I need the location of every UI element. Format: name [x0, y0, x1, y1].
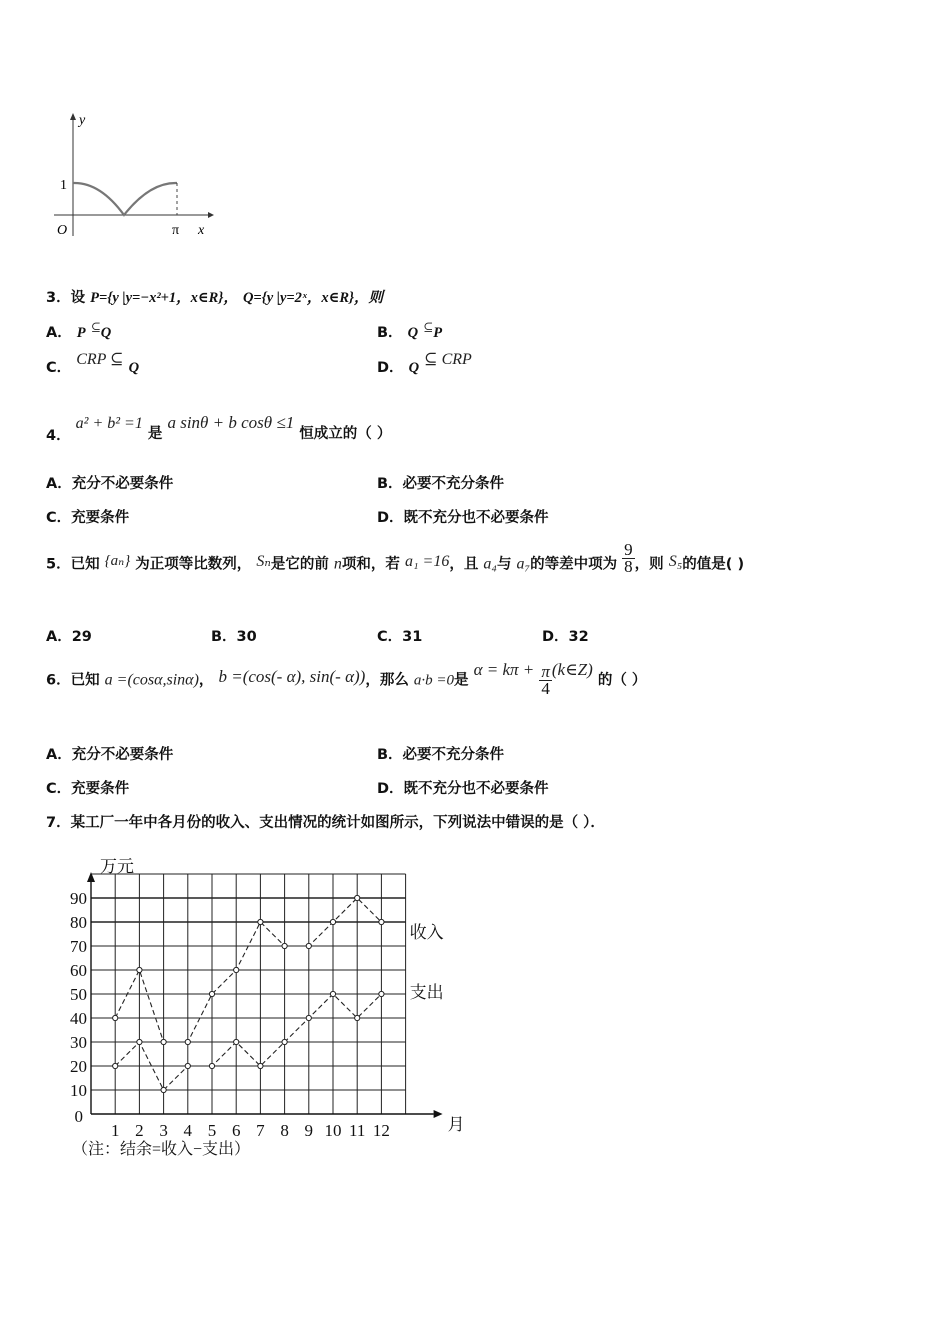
data-point	[185, 1063, 190, 1068]
subset-symbol: ⊆	[90, 320, 101, 334]
x-tick-label: 2	[135, 1121, 144, 1140]
question-6	[46, 659, 647, 698]
q4-condition-1: a² + b² =1	[75, 415, 143, 432]
y-axis-title: 万元	[100, 857, 134, 876]
q5-text: 项和，若	[341, 556, 400, 573]
x-tick-label: 6	[231, 1121, 241, 1140]
q3-number: 3．	[46, 290, 71, 306]
option-math: Q	[407, 324, 419, 341]
y-tick-label: 80	[70, 913, 87, 932]
x-axis-label: x	[198, 223, 205, 238]
q6-dot-product: a·b =0	[413, 672, 455, 689]
chart-note: （注：结余=收入−支出）	[72, 1141, 251, 1158]
x-tick-label: 5	[207, 1121, 217, 1140]
q5-text: 与	[496, 556, 512, 573]
q6-text: ，那么	[365, 672, 409, 689]
data-point	[258, 1063, 263, 1068]
option-math: Q	[408, 360, 420, 376]
data-point	[355, 895, 360, 900]
q5-sn: Sₙ	[256, 552, 271, 570]
q6-option-c[interactable]: C．充要条件	[46, 781, 130, 797]
option-math: CRP ⊆	[76, 351, 124, 368]
x-tick-label: 9	[304, 1121, 314, 1140]
y-tick-label: 30	[70, 1033, 87, 1052]
data-point	[185, 1039, 190, 1044]
q5-option-c[interactable]: C．31	[377, 629, 423, 645]
x-tick-label: 3	[159, 1121, 168, 1140]
q5-option-d[interactable]: D．32	[542, 629, 589, 645]
data-point	[379, 991, 384, 996]
data-point	[209, 991, 214, 996]
q5-text: 已知	[70, 556, 100, 573]
x-axis-title: 月	[447, 1115, 465, 1134]
q5-text: ，则	[634, 556, 664, 573]
fraction-denominator: 4	[541, 679, 550, 698]
option-math: P	[76, 324, 86, 341]
y-axis-label: y	[79, 113, 86, 128]
data-point	[258, 919, 263, 924]
data-point	[330, 919, 335, 924]
q4-connector: 是	[147, 426, 163, 442]
q4-condition-2: a sinθ + b cosθ ≤1	[167, 413, 295, 432]
y-tick-label: 50	[70, 985, 87, 1004]
q5-text: ，且	[449, 556, 479, 573]
fraction-numerator: π	[541, 662, 550, 681]
q5-option-b[interactable]: B．30	[211, 629, 257, 645]
q3-set-q: Q={y |y=2ˣ，x∈R}，则	[242, 290, 384, 306]
q6-text: 的（ ）	[597, 672, 647, 689]
q6-condition: α = kπ +	[473, 659, 535, 679]
origin-label: 0	[74, 1107, 83, 1126]
q3-prefix: 设	[70, 290, 86, 306]
option-math: ⊆ CRP	[424, 351, 472, 368]
data-point	[282, 1039, 287, 1044]
option-math: Q	[100, 324, 112, 341]
option-math: P	[433, 324, 443, 341]
q4-option-a[interactable]: A．充分不必要条件	[46, 476, 174, 492]
data-point	[379, 919, 384, 924]
y-tick-label: 70	[70, 937, 87, 956]
q5-number: 5．	[46, 556, 71, 573]
q5-sequence: {aₙ}	[104, 552, 131, 569]
data-point	[330, 991, 335, 996]
x-tick-label: 10	[324, 1121, 342, 1140]
x-tick-label: 12	[372, 1121, 390, 1140]
data-point	[113, 1063, 118, 1068]
q3-option-c[interactable]	[46, 351, 140, 377]
x-tick-label: 1	[110, 1121, 120, 1140]
function-graph	[40, 108, 230, 243]
series-label: 支出	[409, 983, 444, 1002]
x-tick-label: 11	[349, 1121, 366, 1140]
q6-fraction	[539, 664, 552, 697]
q6-option-b[interactable]: B．必要不充分条件	[377, 747, 505, 763]
q5-n: n	[333, 555, 342, 573]
q6-vector-a: a =(cosα,sinα)	[104, 671, 199, 689]
q7-text: 某工厂一年中各月份的收入、支出情况的统计如图所示，下列说法中错误的是（ ）．	[70, 815, 605, 831]
q4-option-d[interactable]: D．既不充分也不必要条件	[377, 510, 549, 526]
x-axis-arrow	[434, 1110, 443, 1118]
q5-text: 的值是( )	[682, 556, 745, 573]
chart-grid	[91, 874, 406, 1114]
data-point	[282, 943, 287, 948]
x-tick-label: 4	[183, 1121, 193, 1140]
q4-suffix: 恒成立的（ ）	[299, 426, 392, 442]
q5-a4: a₄	[483, 555, 497, 573]
subset-symbol: ⊆	[423, 320, 434, 334]
data-point	[355, 1015, 360, 1020]
q5-a1: a₁ =16	[404, 552, 450, 570]
y-tick-label: 40	[70, 1009, 87, 1028]
q3-set-p: P={y |y=−x²+1，x∈R}，	[90, 290, 238, 306]
q6-text: ，	[198, 672, 214, 689]
q3-option-a[interactable]	[46, 320, 111, 342]
origin-label: O	[57, 223, 68, 238]
data-point	[306, 1015, 311, 1020]
data-point	[306, 943, 311, 948]
q4-option-b[interactable]: B．必要不充分条件	[377, 476, 505, 492]
q6-vector-b: b =(cos(- α), sin(- α))	[218, 666, 366, 686]
y-tick-label: 60	[70, 961, 87, 980]
q6-number: 6．	[46, 672, 71, 689]
question-3	[46, 286, 383, 307]
q3-option-b[interactable]	[377, 320, 442, 342]
q5-option-a[interactable]: A．29	[46, 629, 92, 645]
q6-condition: (k∈Z)	[551, 659, 593, 679]
question-4	[46, 412, 392, 444]
q5-fraction	[622, 542, 635, 575]
x-tick-label: 8	[280, 1121, 289, 1140]
data-point	[113, 1015, 118, 1020]
option-math: Q	[128, 360, 140, 376]
income-expense-chart	[60, 850, 465, 1170]
data-point	[137, 967, 142, 972]
q5-s5: S₅	[668, 552, 683, 570]
option-label: D．	[377, 360, 404, 376]
q6-text: 已知	[70, 672, 100, 689]
data-point	[234, 967, 239, 972]
q5-text: 为正项等比数列，	[135, 556, 252, 573]
x-tick-label: 7	[256, 1121, 265, 1140]
x-tick-pi: π	[172, 223, 180, 238]
y-tick-label: 20	[70, 1057, 87, 1076]
q5-a7: a₇	[516, 555, 531, 573]
question-7	[46, 811, 605, 832]
data-point	[234, 1039, 239, 1044]
option-label: C．	[46, 360, 72, 376]
q6-option-a[interactable]: A．充分不必要条件	[46, 747, 174, 763]
q5-text: 的等差中项为	[530, 556, 618, 573]
q3-option-d[interactable]	[377, 351, 472, 377]
y-tick-1: 1	[60, 178, 67, 193]
series-label: 收入	[409, 923, 444, 942]
q6-option-d[interactable]: D．既不充分也不必要条件	[377, 781, 549, 797]
y-tick-label: 10	[70, 1081, 87, 1100]
q5-text: 是它的前	[270, 556, 329, 573]
option-label: B．	[377, 324, 403, 341]
fraction-numerator: 9	[624, 540, 633, 559]
data-point	[161, 1039, 166, 1044]
chart-axes	[87, 872, 443, 1118]
q4-option-c[interactable]: C．充要条件	[46, 510, 130, 526]
data-point	[161, 1087, 166, 1092]
data-point	[209, 1063, 214, 1068]
q6-text: 是	[454, 672, 469, 689]
q7-number: 7．	[46, 815, 71, 831]
option-label: A．	[46, 324, 72, 341]
q4-number: 4．	[46, 428, 71, 444]
data-point	[137, 1039, 142, 1044]
y-tick-label: 90	[70, 889, 87, 908]
fraction-denominator: 8	[624, 557, 633, 576]
question-5	[46, 540, 745, 581]
